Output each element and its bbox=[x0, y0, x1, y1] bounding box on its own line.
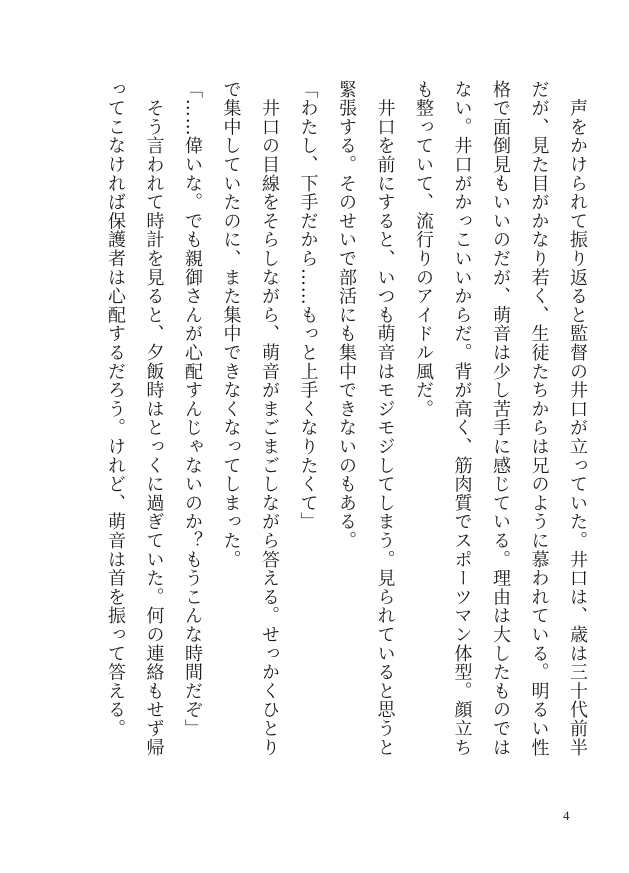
text-line: 格で面倒見もいいのだが、萌音は少し苦手に感じている。理由は大したものでは bbox=[490, 80, 511, 757]
text-line: 「わたし、下手だから……もっと上手くなりたくて」 bbox=[297, 80, 319, 532]
text-line: ってこなければ保護者は心配するだろう。けれど、萌音は首を振って答える。 bbox=[105, 80, 126, 738]
page-number: 4 bbox=[563, 808, 570, 823]
text-line: 声をかけられて振り返ると監督の井口が立っていた。井口は、歳は三十代前半 bbox=[567, 80, 588, 757]
text-line: も整っていて、流行りのアイドル風だ。 bbox=[413, 80, 434, 419]
body-text bbox=[105, 80, 596, 770]
text-line: だが、見た目がかなり若く、生徒たちからは兄のように慕われている。明るい性 bbox=[528, 80, 550, 757]
text-line: 井口を前にすると、いつも萌音はモジモジしてしまう。見られていると思うと bbox=[374, 80, 396, 757]
text-line: 緊張する。そのせいで部活にも集中できないのもある。 bbox=[336, 80, 357, 550]
text-line: 井口の目線をそらしながら、萌音がまごまごしながら答える。せっかくひとり bbox=[259, 80, 280, 757]
text-line: で集中していたのに、また集中できなくなってしまった。 bbox=[220, 80, 242, 569]
text-line: 「……偉いな。でも親御さんが心配すんじゃないのか？もうこんな時間だぞ」 bbox=[182, 80, 203, 738]
text-line: そう言われて時計を見ると、夕飯時はとっくに過ぎていた。何の連絡もせず帰 bbox=[143, 80, 165, 757]
text-line: ない。井口がかっこいいからだ。背が高く、筋肉質でスポーツマン体型。顔立ち bbox=[451, 80, 473, 757]
